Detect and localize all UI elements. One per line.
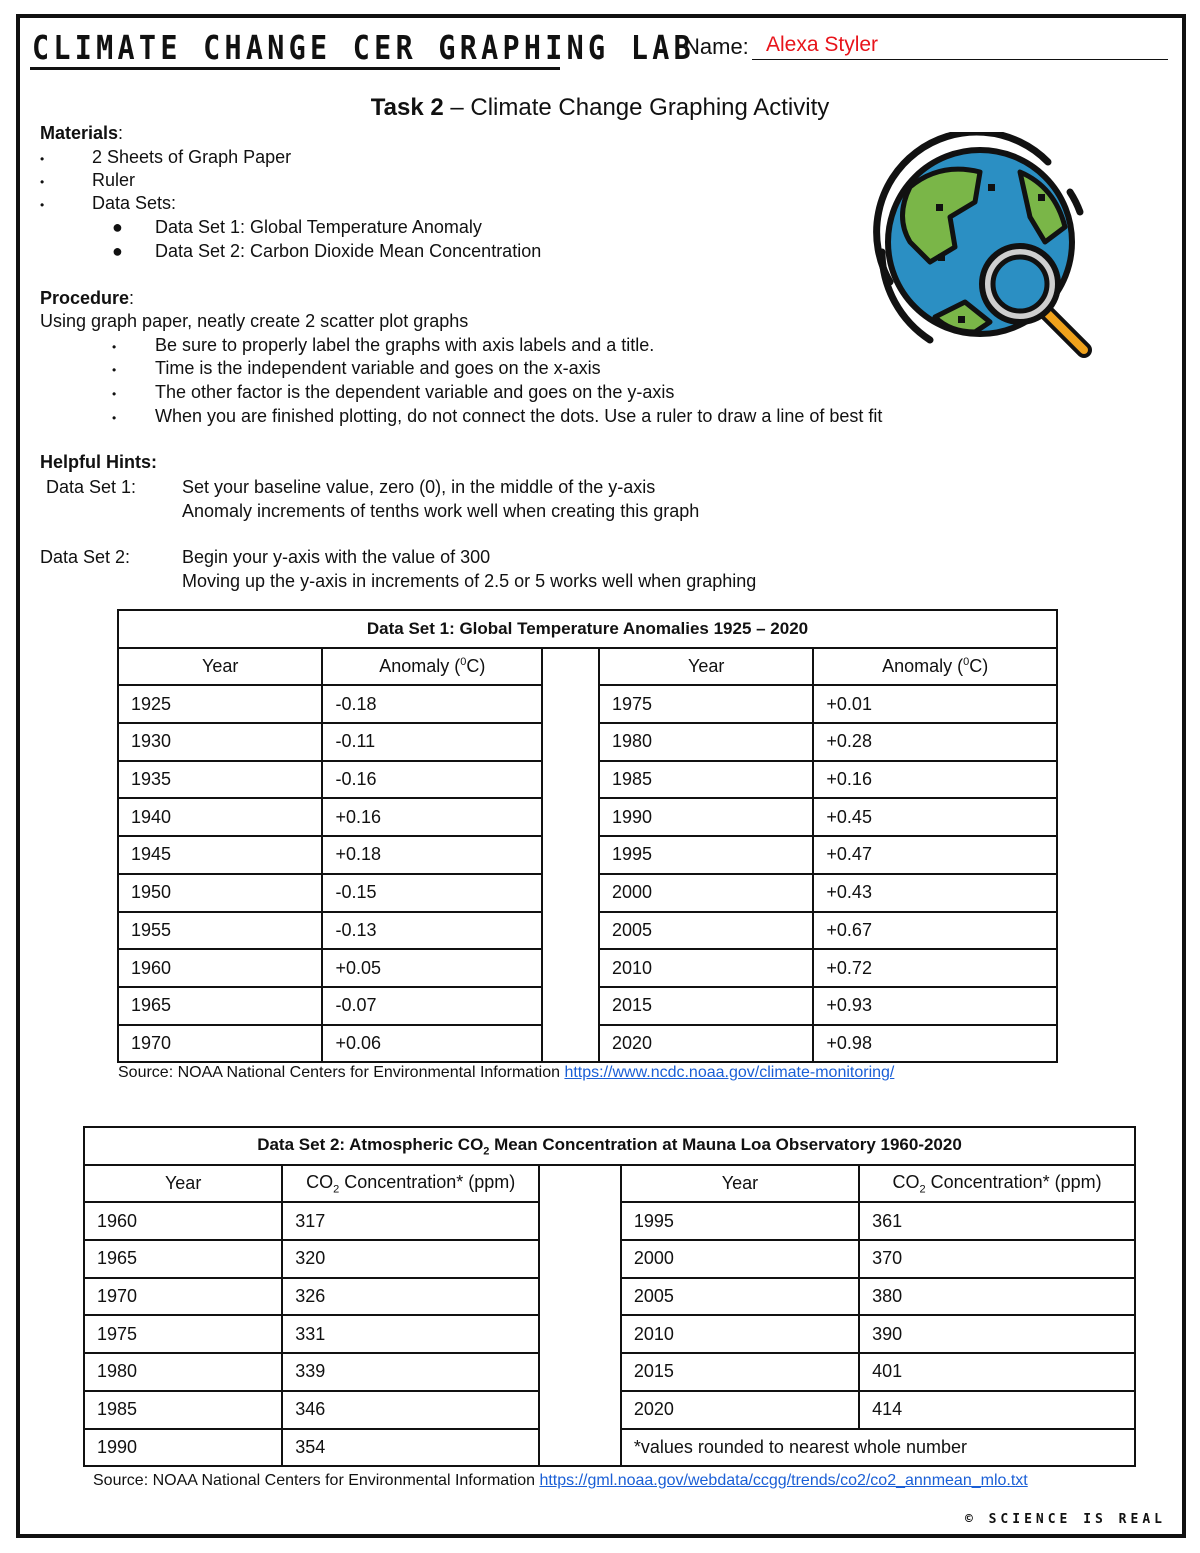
table-gap <box>542 949 599 987</box>
table-row <box>118 912 1057 950</box>
table-cell: 1985 <box>84 1391 282 1429</box>
hint-line: Begin your y-axis with the value of 300 <box>182 547 491 567</box>
list-item: • <box>40 152 45 166</box>
list-item: • <box>112 363 117 377</box>
source-line: Source: NOAA National Centers for Environmental Information https://gml.noaa.gov/webdata/ccgg/trends/co2/co2_annmean_mlo.txt <box>93 1472 1028 1489</box>
source-link[interactable]: https://gml.noaa.gov/webdata/ccgg/trends/co2/co2_annmean_mlo.txt <box>539 1472 1028 1489</box>
table-cell: 339 <box>282 1353 539 1391</box>
table-row <box>118 723 1057 761</box>
column-header: Year <box>621 1165 859 1203</box>
task-title: Climate Change Graphing Activity <box>470 94 830 121</box>
hints-heading: Helpful Hints: <box>40 452 157 472</box>
column-header: $CO_2$ Concentration* (ppm) <box>282 1165 539 1203</box>
table-cell: 1970 <box>118 1025 322 1063</box>
table-row <box>118 685 1057 723</box>
table-cell: -0.11 <box>322 723 542 761</box>
table-cell: -0.07 <box>322 987 542 1025</box>
table-cell: +0.93 <box>813 987 1057 1025</box>
table-gap <box>539 1278 621 1316</box>
procedure-heading: Procedure: <box>40 288 135 308</box>
sub-bullet: ● <box>112 241 123 261</box>
table-cell: 1950 <box>118 874 322 912</box>
table-row <box>118 1025 1057 1063</box>
table-cell: 1965 <box>118 987 322 1025</box>
column-header: $CO_2$ Concentration* (ppm) <box>859 1165 1135 1203</box>
column-header: Year <box>599 648 813 686</box>
table-cell: 354 <box>282 1429 539 1467</box>
sub-list-item: Data Set 2: Carbon Dioxide Mean Concentration <box>155 241 542 261</box>
column-header: Anomaly ($^0$C) <box>322 648 542 686</box>
table-cell: 1980 <box>84 1353 282 1391</box>
hint-label: Data Set 2: <box>40 547 131 567</box>
column-header: Year <box>118 648 322 686</box>
table-cell: 1995 <box>599 836 813 874</box>
table-gap <box>542 761 599 799</box>
table-cell: 1960 <box>118 949 322 987</box>
table-cell: 2015 <box>599 987 813 1025</box>
table-gap <box>542 987 599 1025</box>
list-item: When you are finished plotting, do not connect the dots. Use a ruler to draw a line of best fit <box>155 406 883 426</box>
table-cell: 326 <box>282 1278 539 1316</box>
hint-label: Data Set 1: <box>46 477 137 497</box>
table-row <box>84 1315 1135 1353</box>
list-item: Time is the independent variable and goes on the x-axis <box>155 358 601 378</box>
table-gap <box>542 1025 599 1063</box>
table-cell: 1975 <box>599 685 813 723</box>
table-cell: 2010 <box>599 949 813 987</box>
table-cell: 2005 <box>621 1278 859 1316</box>
table-cell: +0.28 <box>813 723 1057 761</box>
sub-bullet: ● <box>112 217 123 237</box>
table-cell: 1940 <box>118 798 322 836</box>
source-link[interactable]: https://www.ncdc.noaa.gov/climate-monitoring/ <box>564 1064 895 1081</box>
list-item: 2 Sheets of Graph Paper <box>92 147 292 167</box>
table-cell: 1930 <box>118 723 322 761</box>
table-gap <box>539 1202 621 1240</box>
table-cell: +0.18 <box>322 836 542 874</box>
table-cell: 1960 <box>84 1202 282 1240</box>
co2-table <box>83 1126 1136 1467</box>
list-item: • <box>112 387 117 401</box>
list-item: • <box>40 175 45 189</box>
table-gap <box>542 836 599 874</box>
table-cell: -0.15 <box>322 874 542 912</box>
list-item: • <box>40 198 45 212</box>
table-row <box>84 1391 1135 1429</box>
table-row <box>118 836 1057 874</box>
table-cell: 1970 <box>84 1278 282 1316</box>
table-cell: +0.05 <box>322 949 542 987</box>
table-cell: +0.43 <box>813 874 1057 912</box>
table-cell: 380 <box>859 1278 1135 1316</box>
table-gap <box>539 1429 621 1467</box>
table-row <box>84 1429 1135 1467</box>
table-cell: 361 <box>859 1202 1135 1240</box>
table-cell: 320 <box>282 1240 539 1278</box>
hint-line: Anomaly increments of tenths work well when creating this graph <box>182 501 700 521</box>
list-item: Data Sets: <box>92 193 177 213</box>
table-row <box>84 1353 1135 1391</box>
temperature-table <box>117 609 1058 1063</box>
table-gap <box>539 1315 621 1353</box>
table-cell: 2015 <box>621 1353 859 1391</box>
table-cell: 1995 <box>621 1202 859 1240</box>
table-cell: 1990 <box>84 1429 282 1467</box>
hint-line: Moving up the y-axis in increments of 2.5 or 5 works well when graphing <box>182 571 757 591</box>
table-header-row <box>118 648 1057 686</box>
list-item: The other factor is the dependent variable and goes on the y-axis <box>155 382 675 402</box>
table-header-row <box>84 1165 1135 1203</box>
table-cell: 1925 <box>118 685 322 723</box>
table-row <box>118 798 1057 836</box>
globe-magnifier-icon <box>870 132 1100 362</box>
table-cell: 1990 <box>599 798 813 836</box>
task-dash: – <box>443 94 471 121</box>
table-cell: -0.18 <box>322 685 542 723</box>
procedure-intro: Using graph paper, neatly create 2 scatter plot graphs <box>40 311 469 331</box>
table-cell: 1935 <box>118 761 322 799</box>
hint-line: Set your baseline value, zero (0), in the middle of the y-axis <box>182 477 656 497</box>
table-cell: 1965 <box>84 1240 282 1278</box>
task-number: Task 2 <box>370 94 444 121</box>
table-title: Data Set 1: Global Temperature Anomalies 1925 – 2020 <box>118 610 1057 648</box>
name-underline <box>752 59 1168 60</box>
table-cell: 2000 <box>621 1240 859 1278</box>
table-cell: 390 <box>859 1315 1135 1353</box>
title-underline <box>30 67 560 70</box>
table-row <box>118 949 1057 987</box>
footer-brand: © SCIENCE IS REAL <box>964 1512 1166 1527</box>
table-row <box>118 761 1057 799</box>
page-title: CLIMATE CHANGE CER GRAPHING LAB <box>32 28 695 67</box>
materials-heading: Materials: <box>40 123 124 143</box>
table-cell: 370 <box>859 1240 1135 1278</box>
table-gap <box>539 1165 621 1203</box>
table-cell: +0.47 <box>813 836 1057 874</box>
table-cell: 2000 <box>599 874 813 912</box>
table-cell: 1945 <box>118 836 322 874</box>
table-cell: 2020 <box>599 1025 813 1063</box>
table-gap <box>542 723 599 761</box>
table-cell: 1975 <box>84 1315 282 1353</box>
sub-list-item: Data Set 1: Global Temperature Anomaly <box>155 217 482 237</box>
table-cell: +0.45 <box>813 798 1057 836</box>
table-cell: +0.67 <box>813 912 1057 950</box>
table-cell: 2010 <box>621 1315 859 1353</box>
task-heading <box>0 94 1200 122</box>
table-cell: 346 <box>282 1391 539 1429</box>
table-cell: +0.72 <box>813 949 1057 987</box>
column-header: Year <box>84 1165 282 1203</box>
table-row <box>118 987 1057 1025</box>
table-cell: -0.16 <box>322 761 542 799</box>
table-cell: +0.01 <box>813 685 1057 723</box>
table-cell: 2020 <box>621 1391 859 1429</box>
table-row <box>84 1278 1135 1316</box>
table-gap <box>542 685 599 723</box>
table-cell: 2005 <box>599 912 813 950</box>
name-label: Name: <box>684 34 749 59</box>
table-row <box>118 874 1057 912</box>
source-line: Source: NOAA National Centers for Environmental Information https://www.ncdc.noaa.gov/climate-monitoring/ <box>118 1064 895 1081</box>
table-cell: +0.16 <box>813 761 1057 799</box>
table-cell: +0.98 <box>813 1025 1057 1063</box>
table-cell: -0.13 <box>322 912 542 950</box>
table-gap <box>542 648 599 686</box>
list-item: • <box>112 340 117 354</box>
table-gap <box>542 798 599 836</box>
table-gap <box>539 1240 621 1278</box>
table-cell: 1980 <box>599 723 813 761</box>
list-item: • <box>112 411 117 425</box>
list-item: Ruler <box>92 170 136 190</box>
table-cell: +0.06 <box>322 1025 542 1063</box>
table-cell: 401 <box>859 1353 1135 1391</box>
table-gap <box>542 912 599 950</box>
table-row <box>84 1202 1135 1240</box>
table-title: Data Set 2: Atmospheric $CO_2$ Mean Concentration at Mauna Loa Observatory 1960-2020 <box>84 1127 1135 1165</box>
table-cell: 331 <box>282 1315 539 1353</box>
list-item: Be sure to properly label the graphs with axis labels and a title. <box>155 335 655 355</box>
table-cell: 1985 <box>599 761 813 799</box>
table-cell: 1955 <box>118 912 322 950</box>
table-gap <box>539 1353 621 1391</box>
column-header: Anomaly ($^0$C) <box>813 648 1057 686</box>
table-cell: 317 <box>282 1202 539 1240</box>
table-gap <box>542 874 599 912</box>
name-field[interactable]: Alexa Styler <box>766 33 879 56</box>
table-cell: +0.16 <box>322 798 542 836</box>
table-cell: 414 <box>859 1391 1135 1429</box>
table-gap <box>539 1391 621 1429</box>
table-row <box>84 1240 1135 1278</box>
table-note: *values rounded to nearest whole number <box>621 1429 1135 1467</box>
